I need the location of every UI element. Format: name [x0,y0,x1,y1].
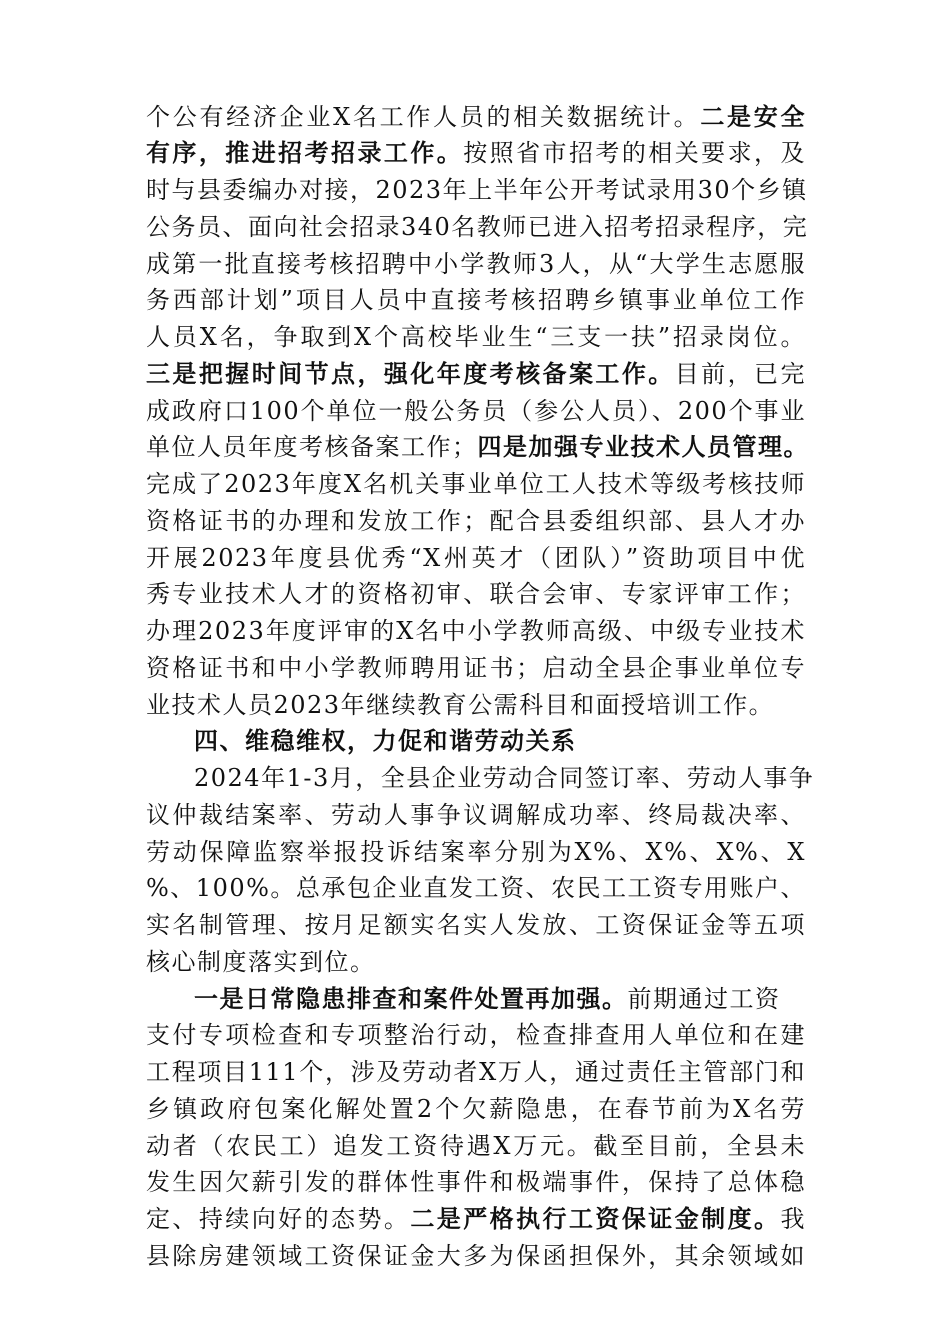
text-segment: 完成了2023年度X名机关事业单位工人技术等级考核技师 [146,470,806,498]
text-line [146,795,806,835]
bold-phrase: 三是把握时间节点，强化年度考核备案工作。 [146,359,675,388]
text-line [146,391,806,431]
text-segment: 2024年1-3月，全县企业劳动合同签订率、劳动人事争 [194,764,815,792]
bold-phrase: 四是加强专业技术人员管理。 [477,432,809,461]
text-segment: 资格证书的办理和发放工作；配合县委组织部、县人才办 [146,507,806,535]
text-line [146,244,806,284]
text-segment: 时与县委编办对接，2023年上半年公开考试录用30个乡镇 [146,176,808,204]
text-line [146,280,806,320]
text-line [146,685,806,725]
bold-phrase: 一是日常隐患排查和案件处置再加强。 [194,984,628,1013]
text-line [146,905,806,945]
text-segment: 定、持续向好的态势。 [146,1205,411,1233]
text-segment: 劳动保障监察举报投诉结案率分别为X%、X%、X%、X [146,838,806,866]
text-line [194,979,806,1019]
text-line [146,427,809,467]
text-line [146,317,806,357]
text-segment: 务西部计划”项目人员中直接考核招聘乡镇事业单位工作 [146,286,806,314]
text-line [146,942,806,982]
text-line [146,1052,806,1092]
text-line [146,574,806,614]
text-line [146,611,806,651]
text-segment: %、100%。总承包企业直发工资、农民工工资专用账户、 [146,874,806,902]
bold-phrase: 二是安全 [700,102,807,131]
text-segment: 支付专项检查和专项整治行动，检查排查用人单位和在建 [146,1021,806,1049]
text-segment: 单位人员年度考核备案工作； [146,433,478,461]
text-segment: 秀专业技术人才的资格初审、联合会审、专家评审工作； [146,580,806,608]
section-heading [194,721,806,761]
text-line [146,1162,806,1202]
text-line [146,207,809,247]
text-segment: 议仲裁结案率、劳动人事争议调解成功率、终局裁决率、 [146,801,806,829]
text-segment: 资格证书和中小学教师聘用证书；启动全县企事业单位专 [146,654,806,682]
text-segment: 成第一批直接考核招聘中小学教师3人，从“大学生志愿服 [146,250,806,278]
text-segment: 个公有经济企业X名工作人员的相关数据统计。 [146,103,701,131]
text-segment: 工程项目111个，涉及劳动者X万人，通过责任主管部门和 [146,1058,806,1086]
text-segment: 办理2023年度评审的X名中小学教师高级、中级专业技术 [146,617,806,645]
text-segment: 四、维稳维权，力促和谐劳动关系 [194,726,577,755]
text-segment: 我 [780,1205,806,1233]
text-segment: 公务员、面向社会招录340名教师已进入招考招录程序，完 [146,213,809,241]
text-segment: 人员X名，争取到X个高校毕业生“三支一扶”招录岗位。 [146,323,806,351]
text-segment: 前期通过工资 [627,985,781,1013]
text-line [146,648,806,688]
text-line [146,1089,806,1129]
text-line [194,758,815,798]
text-line [146,354,806,394]
text-line [146,1126,806,1166]
text-segment: 核心制度落实到位。 [146,948,376,976]
text-line [146,1236,806,1276]
text-line [146,170,806,210]
text-line [146,1199,806,1239]
text-segment: 乡镇政府包案化解处置2个欠薪隐患，在春节前为X名劳 [146,1095,806,1123]
text-line [146,464,806,504]
text-segment: 开展2023年度县优秀“X州英才（团队）”资助项目中优 [146,544,806,572]
text-segment: 动者（农民工）追发工资待遇X万元。截至目前，全县未 [146,1132,806,1160]
text-line [146,868,806,908]
text-segment: 实名制管理、按月足额实名实人发放、工资保证金等五项 [146,911,806,939]
text-line [146,538,806,578]
text-segment: 业技术人员2023年继续教育公需科目和面授培训工作。 [146,691,775,719]
text-segment: 目前，已完 [674,360,806,388]
bold-phrase: 二是严格执行工资保证金制度。 [410,1204,781,1233]
text-line [146,832,806,872]
text-segment: 县除房建领域工资保证金大多为保函担保外，其余领域如 [146,1242,806,1270]
text-segment: 发生因欠薪引发的群体性事件和极端事件，保持了总体稳 [146,1168,806,1196]
text-line [146,1015,806,1055]
text-segment: 成政府口100个单位一般公务员（参公人员）、200个事业 [146,397,806,425]
text-line [146,97,806,137]
text-line [146,501,806,541]
text-line [146,133,806,173]
text-segment: 按照省市招考的相关要求，及 [463,139,806,167]
bold-phrase: 有序，推进招考招录工作。 [146,138,464,167]
